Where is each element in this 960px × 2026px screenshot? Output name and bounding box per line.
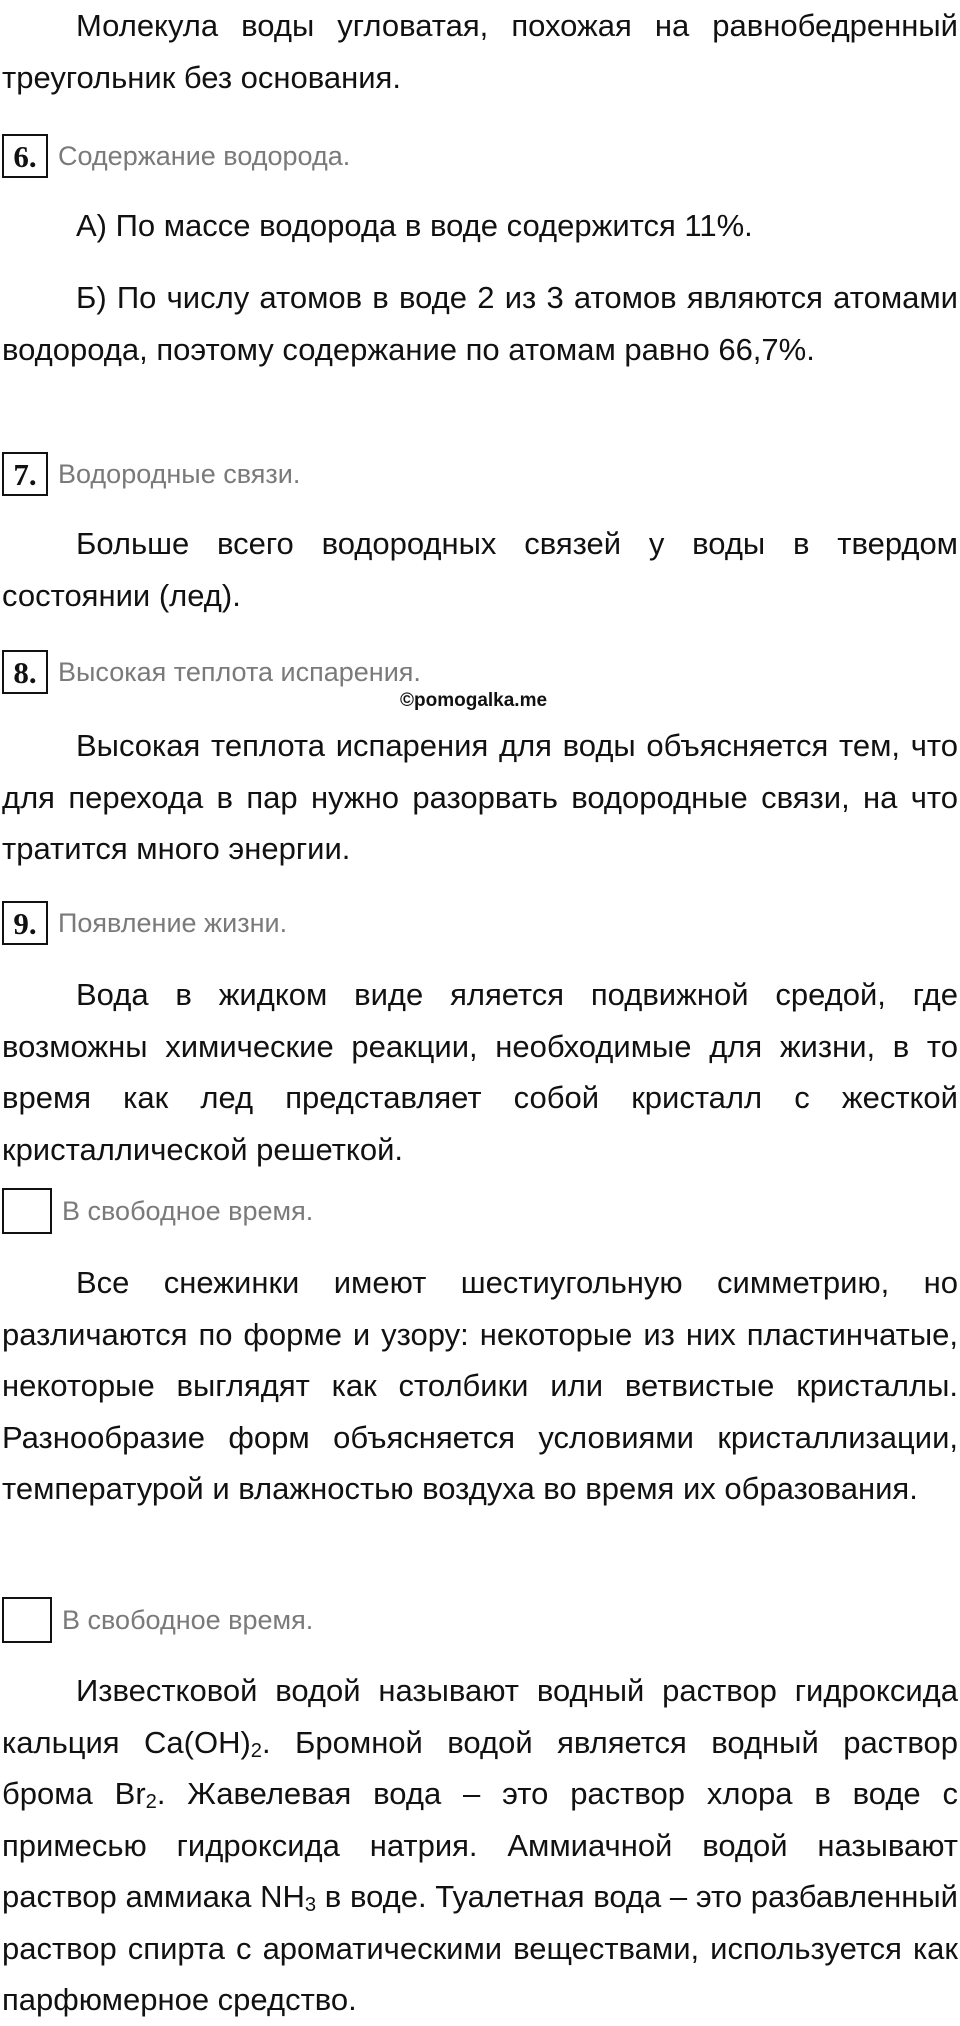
section-7-paragraph: Больше всего водородных связей у воды в твердом состоянии (лед). (2, 526, 958, 613)
subscript: 3 (304, 1894, 317, 1917)
text-run: . Жавелевая вода – это раствор хлора в воде с примесью гидроксида натрия. Аммиачной водой называют раствор аммиака NH (2, 1776, 958, 1914)
section-6-number: 6. (2, 134, 48, 178)
free-time-1-title: В свободное время. (62, 1195, 314, 1226)
intro-paragraph: Молекула воды угловатая, похожая на равнобедренный треугольник без основания. (2, 8, 958, 95)
section-9-number: 9. (2, 901, 48, 945)
section-6-title: Содержание водорода. (58, 140, 351, 171)
free-time-2-heading (2, 1598, 313, 1642)
section-6-paragraph-a: А) По массе водорода в воде содержится 11%. (76, 208, 753, 243)
section-8-number: 8. (2, 650, 48, 694)
empty-number-box (2, 1597, 52, 1643)
section-9-paragraph: Вода в жидком виде яляется подвижной средой, где возможны химические реакции, необходимые для жизни, в то время как лед представляет собой кристалл с жесткой кристаллической решеткой. (2, 977, 958, 1167)
free-time-1-heading (2, 1189, 313, 1233)
section-7-heading (2, 452, 300, 496)
section-7-title: Водородные связи. (58, 458, 301, 489)
section-8-heading (2, 650, 421, 694)
section-7-number: 7. (2, 452, 48, 496)
section-6-paragraph-b: Б) По числу атомов в воде 2 из 3 атомов являются атомами водорода, поэтому содержание по атомам равно 66,7%. (2, 280, 958, 367)
section-9-title: Появление жизни. (58, 907, 288, 938)
watermark: ©pomogalka.me (400, 690, 548, 711)
text-run: Известковой водой называют водный раствор гидроксида кальция Ca(OH) (2, 1673, 958, 1760)
empty-number-box (2, 1188, 52, 1234)
free-time-2-paragraph (2, 1665, 958, 2026)
text-run: в воде. Туалетная вода – это разбавленный раствор спирта с ароматическими веществами, используется как парфюмерное средство. (2, 1879, 958, 2017)
subscript: 2 (250, 1739, 262, 1762)
section-8-title: Высокая теплота испарения. (58, 656, 421, 687)
free-time-1-paragraph: Все снежинки имеют шестиугольную симметрию, но различаются по форме и узору: некоторые из них пластинчатые, некоторые выглядят как столбики или ветвистые кристаллы. Разнообразие форм объясняется условиями кристаллизации, температурой и влажностью воздуха во время их образования. (2, 1265, 958, 1506)
section-8-paragraph: Высокая теплота испарения для воды объясняется тем, что для перехода в пар нужно разорвать водородные связи, на что тратится много энергии. (2, 728, 958, 866)
text-run: . Бромной водой является водный раствор брома Br (2, 1724, 958, 1811)
section-6-heading (2, 134, 350, 178)
free-time-2-title: В свободное время. (62, 1604, 314, 1635)
subscript: 2 (145, 1791, 157, 1814)
section-9-heading (2, 901, 287, 945)
